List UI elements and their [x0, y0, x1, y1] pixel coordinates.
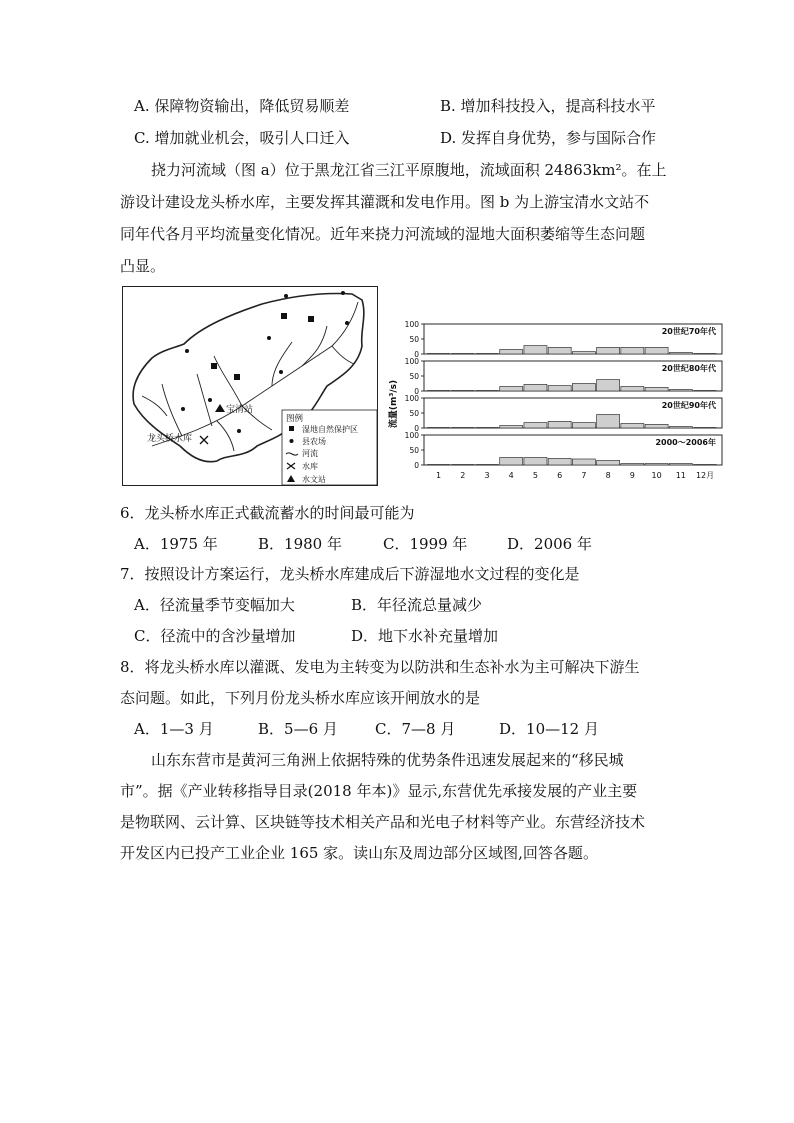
passage2-line: 山东东营市是黄河三角洲上依据特殊的优势条件迅速发展起来的“移民城: [151, 751, 624, 769]
wetland-reserve-marker: [281, 313, 287, 319]
x-tick-label: 9: [629, 471, 635, 480]
legend-item: 湿地自然保护区: [302, 425, 358, 434]
y-tick-label: 0: [414, 461, 419, 470]
bar: [597, 347, 620, 354]
bar: [645, 387, 668, 391]
q5-option-b: B. 增加科技投入，提高科技水平: [440, 97, 656, 115]
x-tick-label: 4: [508, 471, 514, 480]
q7-option-c: C．径流中的含沙量增加: [134, 627, 296, 645]
farm-marker: [237, 429, 241, 433]
series-label: 20世纪80年代: [661, 364, 716, 373]
x-tick-label: 12月: [695, 471, 715, 480]
y-tick-label: 100: [404, 357, 419, 366]
y-tick-label: 50: [409, 335, 419, 344]
bar: [645, 464, 668, 466]
bar: [597, 461, 620, 466]
bar: [669, 464, 692, 466]
y-tick-label: 0: [414, 387, 419, 396]
passage1-line: 挠力河流域（图 a）位于黑龙江省三江平原腹地，流域面积 24863km²。在上: [151, 161, 667, 179]
series-label: 2000～2006年: [655, 438, 716, 447]
bar: [669, 390, 692, 392]
farm-marker: [185, 349, 189, 353]
bar: [572, 352, 595, 354]
q8-stem-line: 态问题。如此，下列月份龙头桥水库应该开闸放水的是: [120, 689, 481, 707]
q6-stem: 6．龙头桥水库正式截流蓄水的时间最可能为: [120, 504, 415, 522]
series-label: 20世纪90年代: [661, 401, 716, 410]
q7-option-d: D．地下水补充量增加: [351, 627, 499, 645]
q6-option-d: D．2006 年: [507, 535, 592, 553]
x-tick-label: 1: [435, 471, 442, 480]
y-tick-label: 50: [409, 446, 419, 455]
bar: [621, 424, 644, 429]
legend-farm-icon: [290, 439, 294, 443]
chart-ylabel: 流量(m³/s): [389, 379, 399, 429]
y-tick-label: 50: [409, 409, 419, 418]
bar: [500, 458, 523, 466]
passage2-line: 是物联网、云计算、区块链等技术相关产品和光电子材料等产业。东营经济技术: [120, 813, 646, 831]
bar: [572, 423, 595, 428]
bar: [500, 426, 523, 428]
y-tick-label: 0: [414, 424, 419, 433]
x-tick-label: 6: [557, 471, 563, 480]
farm-marker: [208, 398, 212, 402]
legend-item: 水库: [302, 462, 318, 471]
legend-item: 河流: [302, 449, 318, 458]
x-tick-label: 5: [532, 471, 538, 480]
q8-option-c: C．7—8 月: [375, 720, 456, 738]
bar: [669, 353, 692, 355]
bar: [572, 459, 595, 465]
farm-marker: [341, 291, 345, 295]
q7-option-b: B．年径流总量减少: [351, 596, 483, 614]
bar: [621, 387, 644, 392]
legend-item: 水文站: [302, 475, 326, 484]
bar: [645, 347, 668, 354]
passage1-line: 凸显。: [120, 257, 166, 275]
farm-marker: [267, 336, 271, 340]
figure-b-chart: [384, 318, 726, 490]
passage1-line: 游设计建设龙头桥水库，主要发挥其灌溉和发电作用。图 b 为上游宝清水文站不: [120, 193, 650, 211]
bar: [645, 424, 668, 428]
q8-stem-line: 8．将龙头桥水库以灌溉、发电为主转变为以防洪和生态补水为主可解决下游生: [120, 658, 640, 676]
bar: [621, 464, 644, 466]
bar: [524, 384, 547, 391]
passage2-line: 市”。据《产业转移指导目录(2018 年本)》显示,东营优先承接发展的产业主要: [120, 782, 638, 800]
legend-title: 图例: [286, 414, 304, 424]
bar: [548, 347, 571, 354]
farm-marker: [284, 294, 288, 298]
bar: [548, 386, 571, 391]
q5-option-c: C. 增加就业机会，吸引人口迁入: [134, 129, 350, 147]
bar: [500, 387, 523, 392]
legend-item: 县农场: [302, 437, 326, 446]
q8-option-b: B．5—6 月: [258, 720, 338, 738]
passage2-line: 开发区内已投产工业企业 165 家。读山东及周边部分区域图,回答各题。: [120, 844, 598, 862]
x-tick-label: 8: [605, 471, 611, 480]
wetland-reserve-marker: [234, 374, 240, 380]
q8-option-a: A．1—3 月: [134, 720, 214, 738]
reservoir-label: 龙头桥水库: [147, 434, 193, 444]
bar: [597, 415, 620, 429]
q7-stem: 7．按照设计方案运行，龙头桥水库建成后下游湿地水文过程的变化是: [120, 565, 580, 583]
bar: [548, 421, 571, 428]
x-tick-label: 3: [484, 471, 490, 480]
q6-option-c: C．1999 年: [383, 535, 468, 553]
passage1-line: 同年代各月平均流量变化情况。近年来挠力河流域的湿地大面积萎缩等生态问题: [120, 225, 646, 243]
farm-marker: [345, 321, 349, 325]
wetland-reserve-marker: [211, 363, 217, 369]
bar: [621, 347, 644, 354]
x-tick-label: 11: [675, 471, 686, 480]
x-tick-label: 10: [651, 471, 662, 480]
q5-option-d: D. 发挥自身优势，参与国际合作: [440, 129, 657, 147]
y-tick-label: 100: [404, 394, 419, 403]
wetland-reserve-marker: [308, 316, 314, 322]
x-tick-label: 7: [581, 471, 587, 480]
q6-option-a: A．1975 年: [134, 535, 218, 553]
bar: [572, 384, 595, 392]
q8-option-d: D．10—12 月: [499, 720, 599, 738]
y-tick-label: 50: [409, 372, 419, 381]
bar: [597, 380, 620, 391]
series-label: 20世纪70年代: [661, 327, 716, 336]
station-label: 宝清站: [226, 405, 254, 415]
y-tick-label: 100: [404, 431, 419, 440]
bar: [548, 458, 571, 465]
bar: [524, 346, 547, 354]
farm-marker: [181, 407, 185, 411]
bar: [669, 427, 692, 429]
farm-marker: [279, 370, 283, 374]
y-tick-label: 100: [404, 320, 419, 329]
legend-wetland-icon: [289, 426, 294, 431]
bar: [500, 350, 523, 355]
q7-option-a: A．径流量季节变幅加大: [134, 596, 295, 614]
bar: [524, 458, 547, 466]
q5-option-a: A. 保障物资输出，降低贸易顺差: [134, 97, 350, 115]
figure-a-map: [122, 286, 378, 486]
x-tick-label: 2: [460, 471, 466, 480]
bar: [524, 423, 547, 428]
q6-option-b: B．1980 年: [258, 535, 342, 553]
y-tick-label: 0: [414, 350, 419, 359]
